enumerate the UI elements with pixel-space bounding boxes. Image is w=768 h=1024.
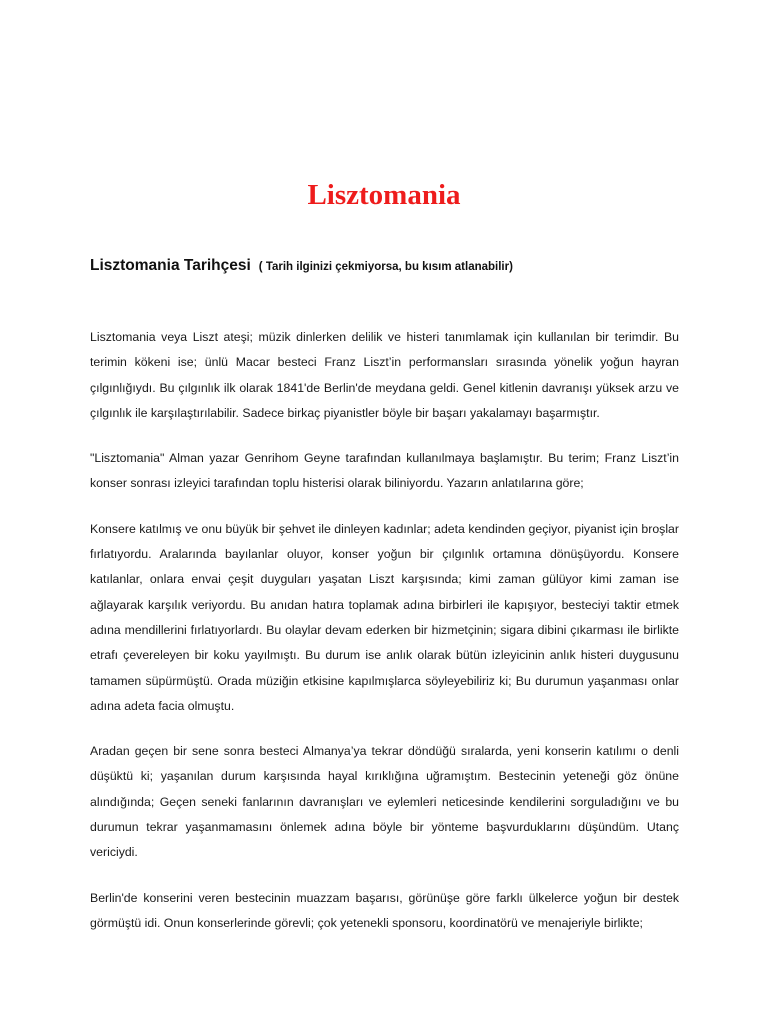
section-heading: Lisztomania Tarihçesi — [90, 257, 251, 274]
paragraph: Berlin'de konserini veren bestecinin muazzam başarısı, görünüşe göre farklı ülkelerce yoğun bir destek görmüştü idi. Onun konserlerinde görevli; çok yetenekli sponsoru, koordinatörü ve menajeriyle birlikte; — [90, 890, 679, 930]
section-heading-line — [90, 257, 690, 275]
section-note: ( Tarih ilginizi çekmiyorsa, bu kısım atlanabilir) — [258, 261, 513, 273]
paragraph: "Lisztomania" Alman yazar Genrihom Geyne tarafından kullanılmaya başlamıştır. Bu terim; Franz Liszt’in konser sonrası izleyici tarafından toplu histerisi olarak biliniyordu. Yazarın anlatılarına göre; — [90, 451, 679, 491]
document-body — [90, 325, 679, 956]
paragraph: Konsere katılmış ve onu büyük bir şehvet ile dinleyen kadınlar; adeta kendinden geçiyor, piyanist için broşlar fırlatıyordu. Aralarında bayılanlar oluyor, konser yoğun bir çılgınlık ortamına dönüşüyordu. Konsere katılanlar, onlara envai çeşit duyguları yaşatan Liszt karşısında; kimi zaman gülüyor kimi zaman ise ağlayarak karşılık veriyordu. Bu anıdan hatıra toplamak adına birbirleri ile kapışıyor, besteciyi taktir etmek adına mendillerini fırlatıyorlardı. Bu olaylar devam ederken bir hizmetçinin; sigara dibini çıkarması ile birlikte etrafı çevereleyen bir koku yayılmıştı. Bu durum ise anlık olarak bütün izleyicinin anlık histeri duygusunu tamamen süpürmüştü. Orada müziğin etkisine kapılmışlarca söyleyebiliriz ki; Bu durumun yaşanması onlar adına adeta facia olmuştu. — [90, 521, 679, 713]
paragraph: Lisztomania veya Liszt ateşi; müzik dinlerken delilik ve histeri tanımlamak için kullanılan bir terimdir. Bu terimin kökeni ise; ünlü Macar besteci Franz Liszt’in performansları sırasında yönelik yoğun hayran çılgınlığıydı. Bu çılgınlık ilk olarak 1841'de Berlin'de meydana geldi. Genel kitlenin davranışı yüksek arzu ve çılgınlık ile karşılaştırılabilir. Sadece birkaç piyanistler böyle bir başarı yakalamayı başarmıştır. — [90, 330, 679, 420]
paragraph: Aradan geçen bir sene sonra besteci Almanya’ya tekrar döndüğü sıralarda, yeni konserin katılımı o denli düşüktü ki; yaşanılan durum karşısında hayal kırıklığına uğramıştım. Bestecinin yeteneği göz önüne alındığında; Geçen seneki fanlarının davranışları ve eylemleri neticesinde kendilerini sorguladığını ve bu durumun tekrar yaşanmamasını önlemek adına böyle bir yönteme başvurduklarını düşündüm. Utanç vericiydi. — [90, 744, 679, 860]
document-title: Lisztomania — [307, 179, 461, 211]
